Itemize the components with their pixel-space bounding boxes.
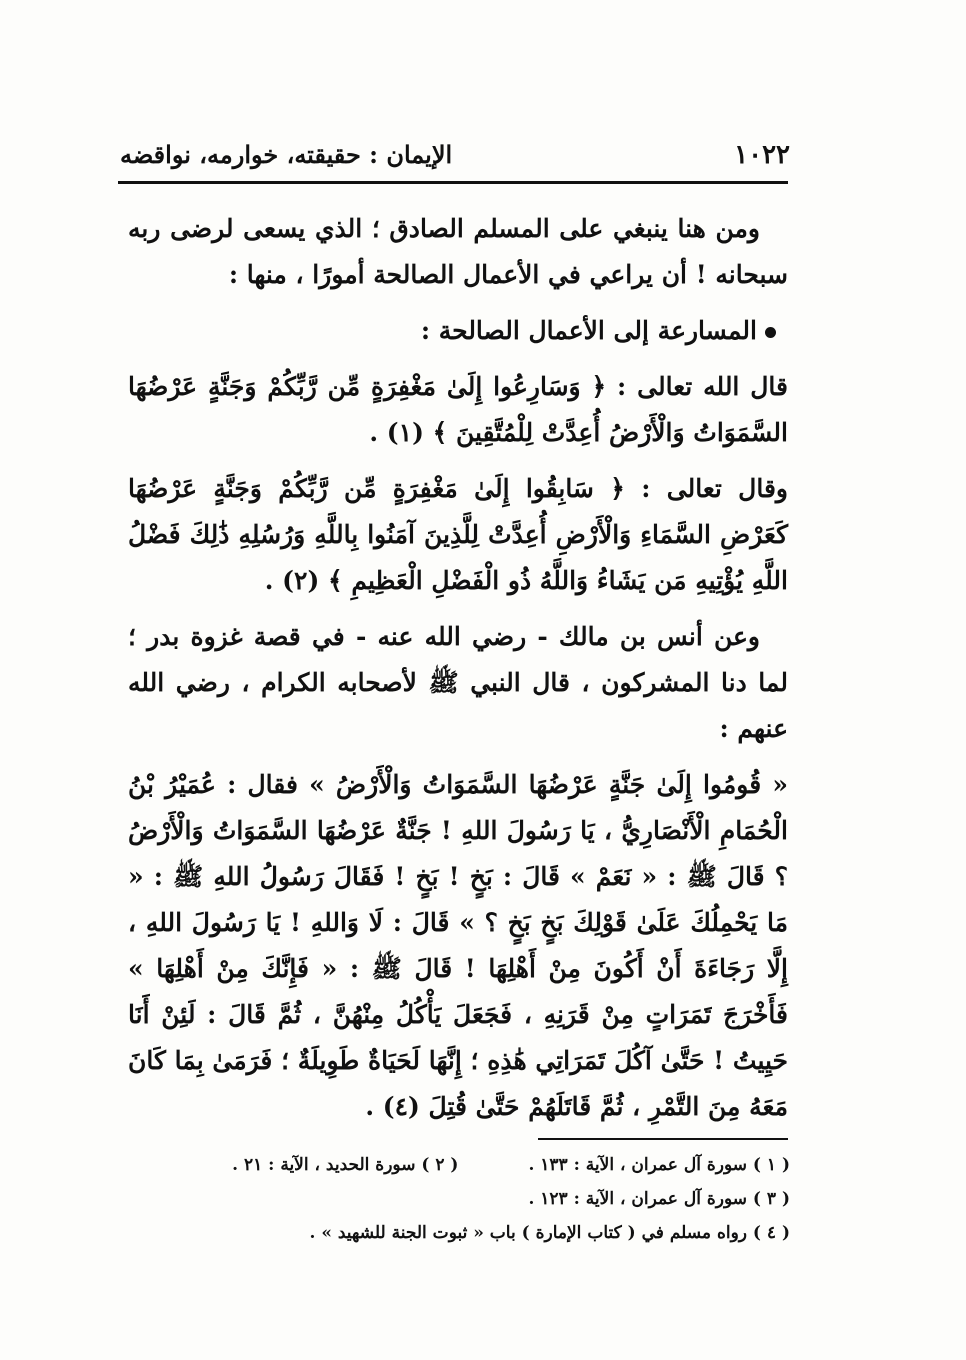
hadith-paragraph: « قُومُوا إِلَىٰ جَنَّةٍ عَرْضُهَا السَّمَوَاتُ وَالْأَرْضُ » فقال : عُمَيْرُ بْنُ الْحُمَامِ الْأَنْصَارِيُّ ، يَا رَسُولَ اللهِ ! جَنَّةٌ عَرْضُهَا السَّمَوَاتُ وَالْأَرْضُ ؟ قَالَ ﷺ : « نَعَمْ » قَالَ : بَخٍ ! بَخٍ ! فَقَالَ رَسُولُ اللهِ ﷺ : « مَا يَحْمِلُكَ عَلَىٰ قَوْلِكَ بَخٍ بَخٍ ؟ » قَالَ : لَا وَاللهِ ! يَا رَسُولَ اللهِ ، إِلَّا رَجَاءَةَ أَنْ أَكُونَ مِنْ أَهْلِهَا ! قَالَ ﷺ : « فَإِنَّكَ مِنْ أَهْلِهَا » فَأَخْرَجَ تَمَرَاتٍ مِنْ قَرَنِهِ ، فَجَعَلَ يَأْكُلُ مِنْهُنَّ ، ثُمَّ قَالَ : لَئِنْ أَنَا حَيِيتُ ! حَتَّىٰ آكُلَ تَمَرَاتِي هَٰذِهِ ؛ إِنَّهَا لَحَيَاةٌ طَوِيلَةٌ ؛ فَرَمَىٰ بِمَا كَانَ مَعَهُ مِنَ التَّمْرِ ، ثُمَّ قَاتَلَهُمْ حَتَّىٰ قُتِلَ (٤) . [128,770,788,1121]
header-rule [118,181,788,184]
main-text [128,206,788,1140]
intro-paragraph: ومن هنا ينبغي على المسلم الصادق ؛ الذي يسعى لرضى ربه سبحانه ! أن يراعي في الأعمال الصالحة أمورًا ، منها : [128,214,788,289]
bullet-heading-text: المسارعة إلى الأعمال الصالحة : [420,316,757,345]
quran-quote-2: وقال تعالى : ﴿ سَابِقُوا إِلَىٰ مَغْفِرَةٍ مِّن رَّبِّكُمْ وَجَنَّةٍ عَرْضُهَا كَعَرْضِ السَّمَاءِ وَالْأَرْضِ أُعِدَّتْ لِلَّذِينَ آمَنُوا بِاللَّهِ وَرُسُلِهِ ذَٰلِكَ فَضْلُ اللَّهِ يُؤْتِيهِ مَن يَشَاءُ وَاللَّهُ ذُو الْفَضْلِ الْعَظِيمِ ﴾ (٢) . [128,474,788,595]
hadith-intro-paragraph: وعن أنس بن مالك - رضي الله عنه - في قصة غزوة بدر ؛ لما دنا المشركون ، قال النبي ﷺ لأصحابه الكرام ، رضي الله عنهم : [128,622,788,743]
footnote-row [200,1216,790,1250]
footnotes [200,1148,790,1250]
quran-quote-1: قال الله تعالى : ﴿ وَسَارِعُوا إِلَىٰ مَغْفِرَةٍ مِّن رَّبِّكُمْ وَجَنَّةٍ عَرْضُهَا السَّمَوَاتُ وَالْأَرْضُ أُعِدَّتْ لِلْمُتَّقِينَ ﴾ (١) . [128,372,788,447]
footnote-row [200,1182,790,1216]
footnote-rule [538,1138,788,1140]
footnote-row [200,1148,790,1182]
footnote-2: ( ٢ ) سورة الحديد ، الآية : ٢١ . [232,1155,459,1175]
running-title: الإيمان : حقيقته، خوارمه، نواقضه [120,140,453,169]
footnote-1: ( ١ ) سورة آل عمران ، الآية : ١٣٣ . [528,1155,790,1175]
footnote-3: ( ٣ ) سورة آل عمران ، الآية : ١٢٣ . [528,1189,790,1209]
bullet-icon [765,327,776,338]
page-header [120,140,790,178]
bullet-heading [128,308,788,354]
page-number: ١٠٢٢ [734,140,790,170]
footnote-4: ( ٤ ) رواه مسلم في ( كتاب الإمارة ) باب « ثبوت الجنة للشهيد » . [309,1223,790,1243]
